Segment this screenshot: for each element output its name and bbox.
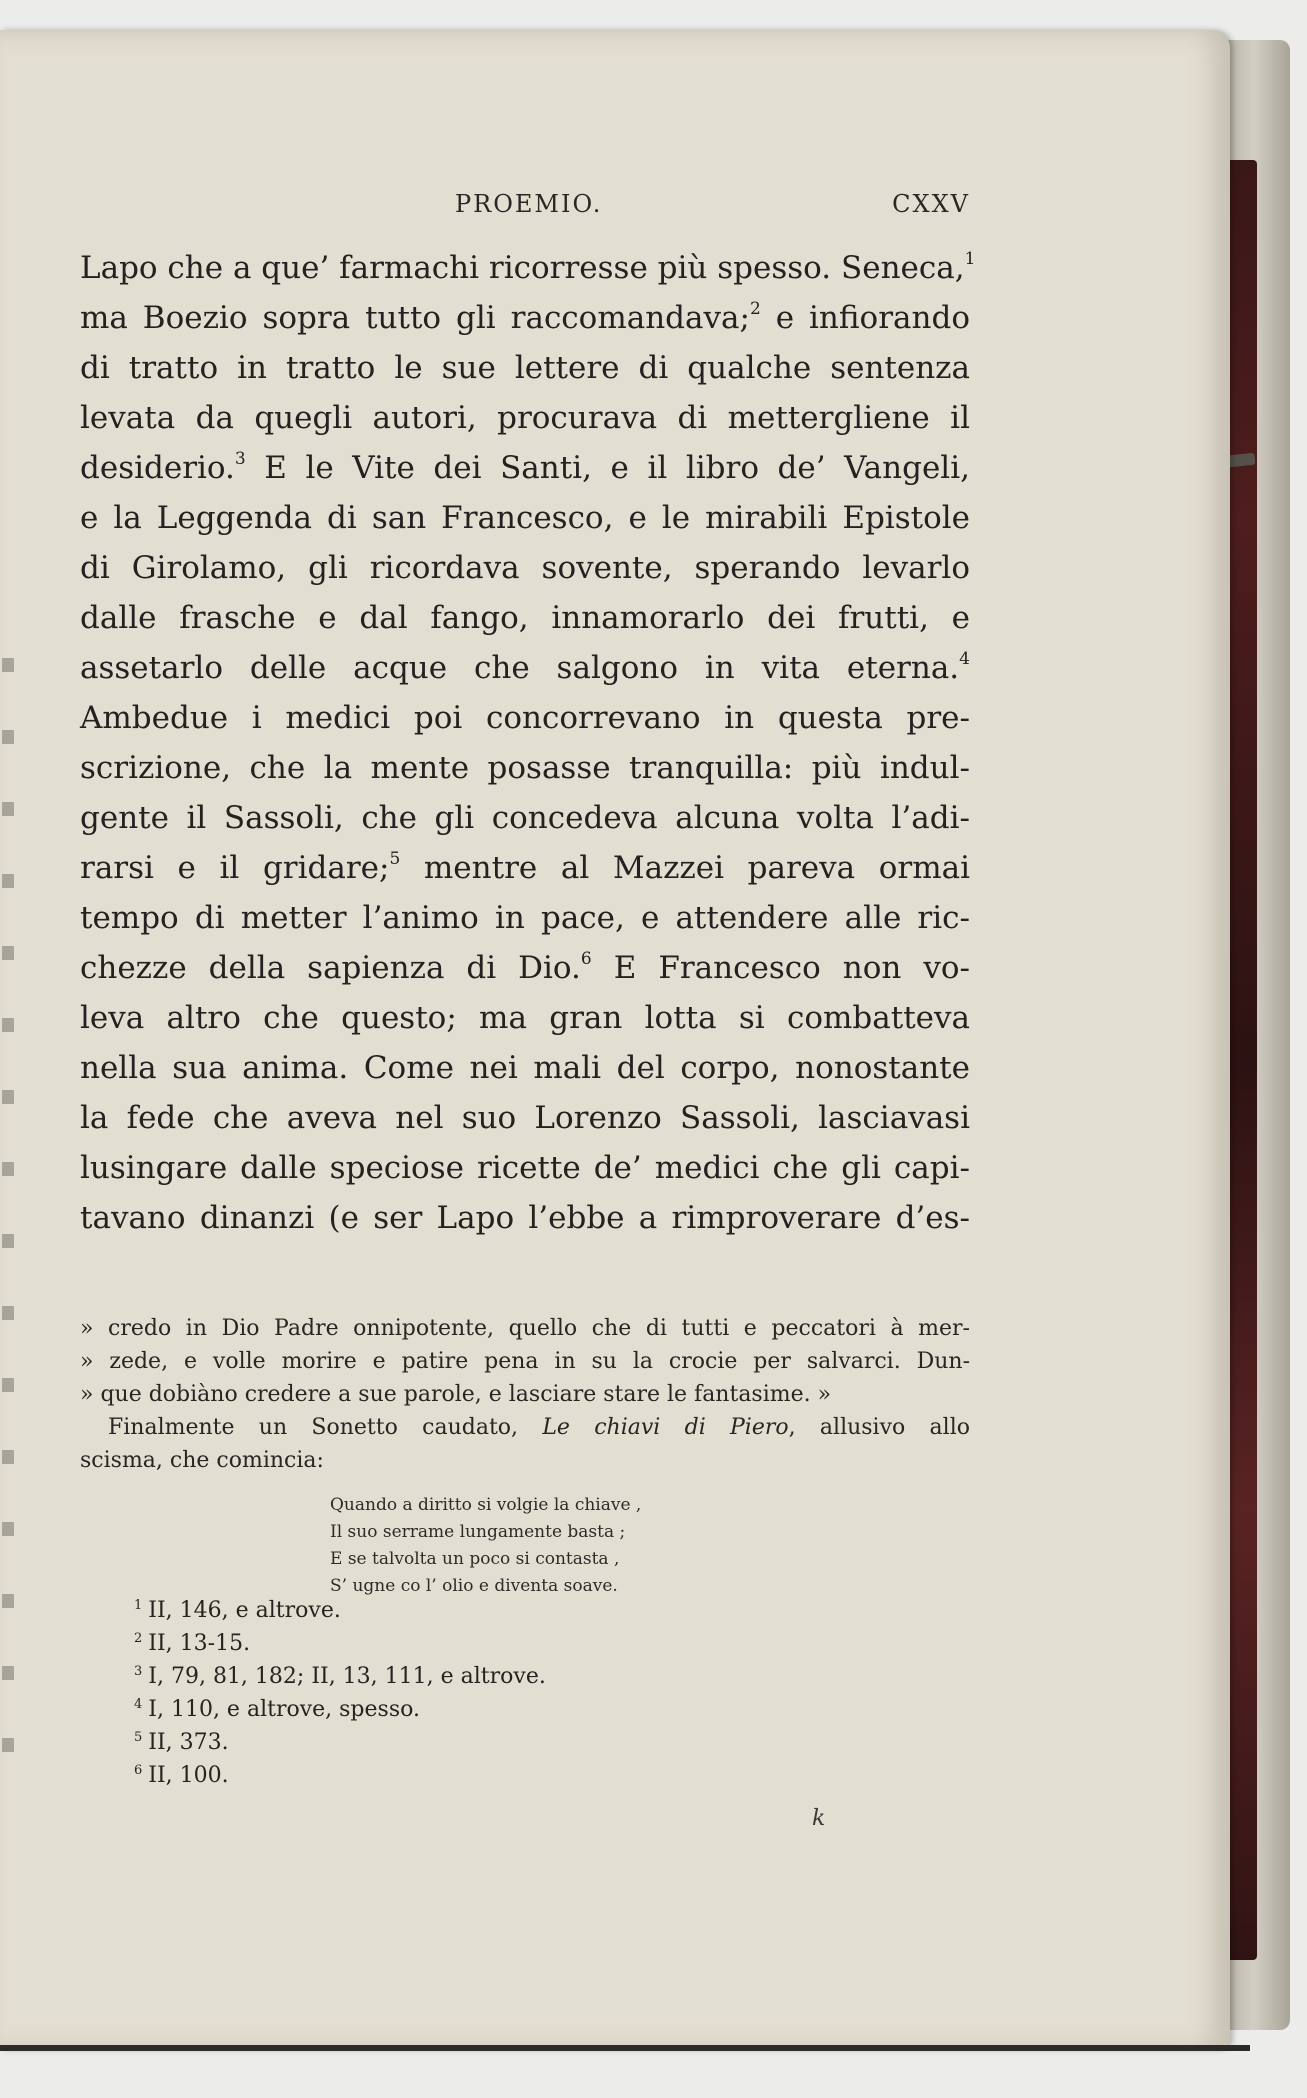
body-line: e la Leggenda di san Francesco, e le mirabili Epistole xyxy=(80,500,970,536)
footnote-number: 3 xyxy=(134,1664,143,1679)
verse-line: Quando a diritto si volgie la chiave , xyxy=(330,1495,642,1515)
body-line: Ambedue i medici poi concorrevano in questa pre- xyxy=(80,700,970,736)
verse-line: Il suo serrame lungamente basta ; xyxy=(330,1522,626,1542)
footnote-number: 1 xyxy=(134,1598,143,1613)
quote-line: » credo in Dio Padre onnipotente, quello che di tutti e peccatori à mer- xyxy=(80,1316,970,1341)
footnote: $^5$ II, 373. xyxy=(134,1730,229,1755)
body-line: levata da quegli autori, procurava di mettergliene il xyxy=(80,400,970,436)
footnotes xyxy=(134,1594,546,1792)
body-line: la fede che aveva nel suo Lorenzo Sassoli, lasciavasi xyxy=(80,1100,970,1136)
footnote: $^2$ II, 13-15. xyxy=(134,1631,251,1656)
body-line: Lapo che a que’ farmachi ricorresse più spesso. Seneca,$^1$ xyxy=(80,249,976,286)
page-number: CXXV xyxy=(892,190,970,218)
body-line: rarsi e il gridare;$^5$ mentre al Mazzei pareva ormai xyxy=(80,849,970,886)
footnote-ref: 3 xyxy=(234,449,246,469)
footnote-ref: 4 xyxy=(959,649,970,669)
footnote-ref: 6 xyxy=(580,949,592,969)
running-head xyxy=(80,190,970,230)
sonnet-title: Le chiavi di Piero xyxy=(542,1415,789,1440)
quote-line: Finalmente un Sonetto caudato, Le chiavi di Piero, allusivo allo xyxy=(108,1415,970,1440)
quote-line: scisma, che comincia: xyxy=(80,1448,324,1473)
body-line: lusingare dalle speciose ricette de’ medici che gli capi- xyxy=(80,1150,970,1186)
footnote-ref: 5 xyxy=(389,849,401,869)
body-line: nella sua anima. Come nei mali del corpo, nonostante xyxy=(80,1050,970,1086)
footnote: $^4$ I, 110, e altrove, spesso. xyxy=(134,1697,420,1722)
body-line: di Girolamo, gli ricordava sovente, sperando levarlo xyxy=(80,550,970,586)
footnote-number: 6 xyxy=(134,1763,143,1778)
body-line: tempo di metter l’animo in pace, e attendere alle ric- xyxy=(80,900,970,936)
body-line: ma Boezio sopra tutto gli raccomandava;$^2$ e infiorando xyxy=(80,299,970,336)
footnote: $^1$ II, 146, e altrove. xyxy=(134,1598,341,1623)
body-line: tavano dinanzi (e ser Lapo l’ebbe a rimproverare d’es- xyxy=(80,1200,970,1236)
quote-line: » que dobiàno credere a sue parole, e lasciare stare le fantasime. » xyxy=(80,1382,832,1407)
verse-line: S’ ugne co l’ olio e diventa soave. xyxy=(330,1576,618,1596)
verse-line: E se talvolta un poco si contasta , xyxy=(330,1549,620,1569)
running-title: PROEMIO. xyxy=(455,190,603,218)
footnote-ref: 2 xyxy=(749,299,761,319)
footnote-ref: 1 xyxy=(964,249,976,269)
body-line: leva altro che questo; ma gran lotta si combatteva xyxy=(80,1000,970,1036)
footnote-number: 5 xyxy=(134,1730,143,1745)
signature-mark: k xyxy=(812,1806,826,1831)
body-line: assetarlo delle acque che salgono in vita eterna.$^4$ xyxy=(80,649,970,686)
page-bottom-edge xyxy=(0,2045,1250,2051)
body-line: dalle frasche e dal fango, innamorarlo dei frutti, e xyxy=(80,600,970,636)
body-line: scrizione, che la mente posasse tranquilla: più indul- xyxy=(80,750,970,786)
body-line: gente il Sassoli, che gli concedeva alcuna volta l’adi- xyxy=(80,800,970,836)
footnote-number: 4 xyxy=(134,1697,143,1712)
body-text xyxy=(80,243,976,1243)
verse-quotation xyxy=(330,1492,641,1600)
body-line: chezze della sapienza di Dio.$^6$ E Francesco non vo- xyxy=(80,949,970,986)
quote-line: » zede, e volle morire e patire pena in su la crocie per salvarci. Dun- xyxy=(80,1349,970,1374)
quote-note xyxy=(80,1312,970,1477)
body-line: desiderio.$^3$ E le Vite dei Santi, e il libro de’ Vangeli, xyxy=(80,449,970,486)
body-line: di tratto in tratto le sue lettere di qualche sentenza xyxy=(80,350,970,386)
footnote: $^6$ II, 100. xyxy=(134,1763,229,1788)
footnote-number: 2 xyxy=(134,1631,143,1646)
footnote: $^3$ I, 79, 81, 182; II, 13, 111, e altrove. xyxy=(134,1664,546,1689)
left-margin-bleed xyxy=(2,600,14,1800)
